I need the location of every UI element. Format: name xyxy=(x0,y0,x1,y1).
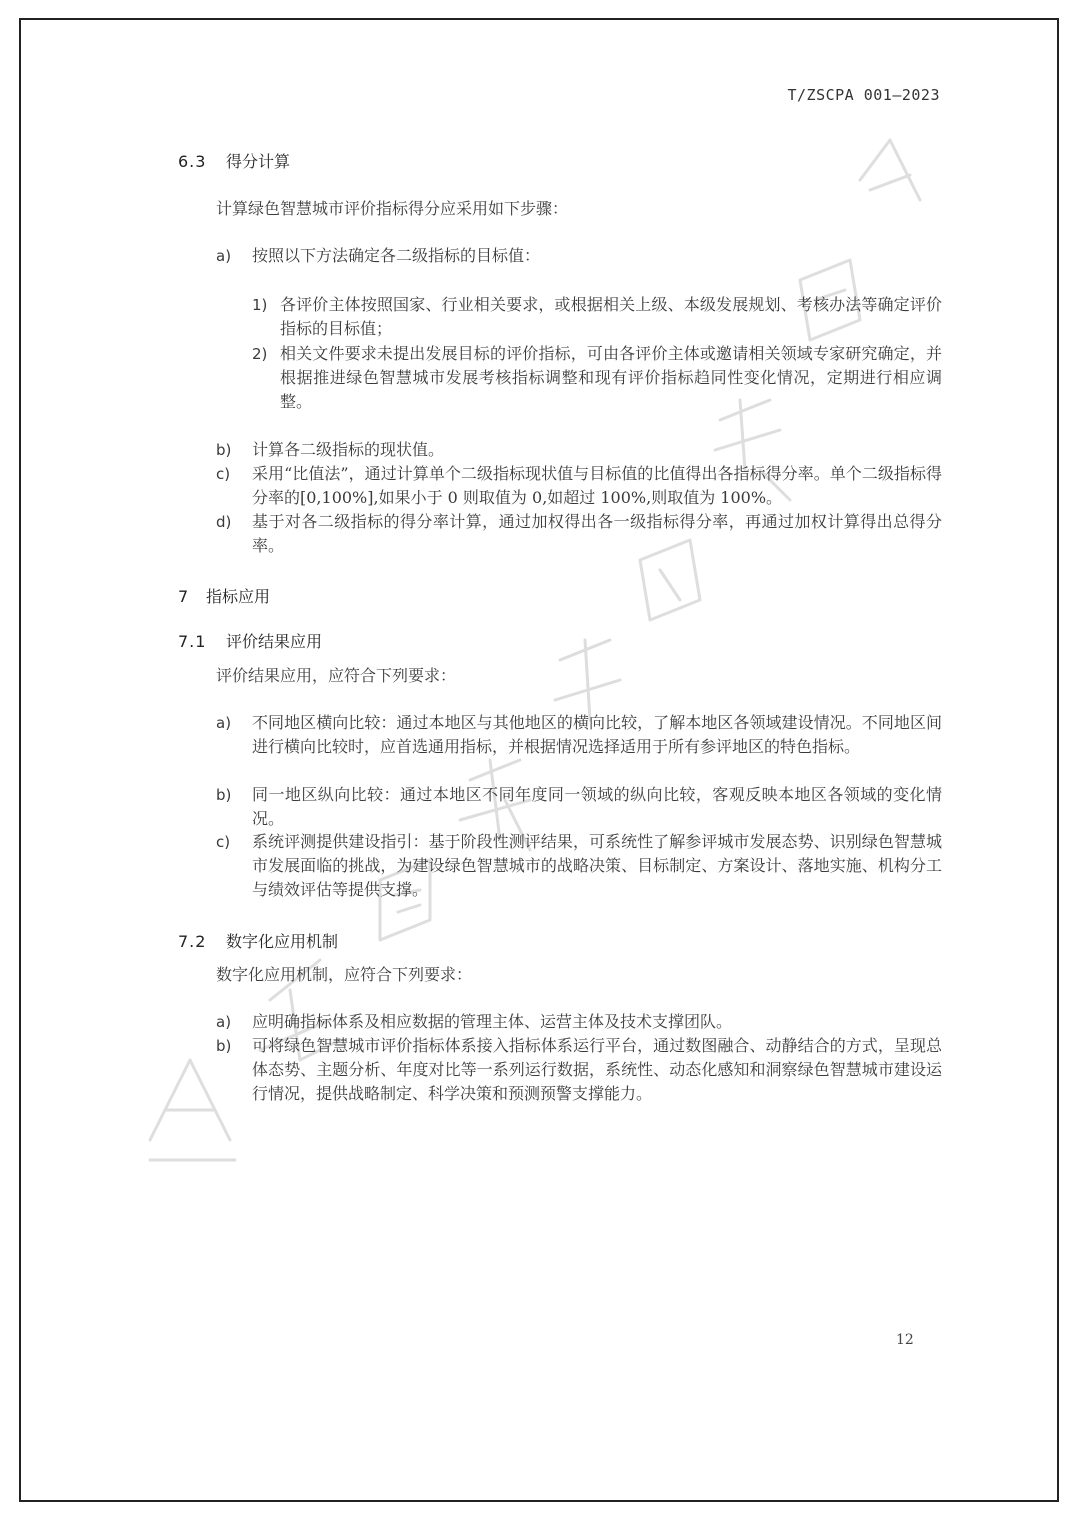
list-text: 各评价主体按照国家、行业相关要求，或根据相关上级、本级发展规划、考核办法等确定评价指标的目标值； xyxy=(280,295,942,338)
list-label: 2) xyxy=(252,345,268,363)
list-text: 相关文件要求未提出发展目标的评价指标，可由各评价主体或邀请相关领域专家研究确定，并根据推进绿色智慧城市发展考核指标调整和现有评价指标趋同性变化情况，定期进行相应调整。 xyxy=(280,344,942,411)
doc-code-header: T/ZSCPA 001—2023 xyxy=(787,86,940,104)
section-7-1-intro: 评价结果应用，应符合下列要求： xyxy=(216,666,457,685)
list-label: a) xyxy=(216,1013,232,1031)
page-border xyxy=(19,18,1059,1502)
section-number: 6.3 xyxy=(178,152,207,171)
list-text: 可将绿色智慧城市评价指标体系接入指标体系运行平台，通过数图融合、动静结合的方式，呈现总体态势、主题分析、年度对比等一系列运行数据，系统性、动态化感知和洞察绿色智慧城市建设运行情况，提供战略制定、科学决策和预测预警支撑能力。 xyxy=(252,1036,942,1103)
section-7-1-heading xyxy=(178,629,322,652)
list-text: 应明确指标体系及相应数据的管理主体、运营主体及技术支撑团队。 xyxy=(252,1012,733,1031)
list-label: c) xyxy=(216,465,231,483)
list-text: 同一地区纵向比较：通过本地区不同年度同一领域的纵向比较，客观反映本地区各领域的变化情况。 xyxy=(252,785,942,828)
section-title: 评价结果应用 xyxy=(226,632,323,651)
list-text: 计算各二级指标的现状值。 xyxy=(252,440,445,459)
list-label: c) xyxy=(216,833,231,851)
list-item-7-2-b xyxy=(216,1034,942,1106)
list-item-6-3-b xyxy=(216,438,942,462)
list-label: b) xyxy=(216,786,232,804)
section-6-3-intro: 计算绿色智慧城市评价指标得分应采用如下步骤： xyxy=(216,199,569,218)
section-7-2-intro: 数字化应用机制，应符合下列要求： xyxy=(216,965,473,984)
list-text: 基于对各二级指标的得分率计算，通过加权得出各一级指标得分率，再通过加权计算得出总得分率。 xyxy=(252,512,942,555)
list-text: 采用“比值法”，通过计算单个二级指标现状值与目标值的比值得出各指标得分率。单个二级指标得分率的[0,100%],如果小于 0 则取值为 0,如超过 100%,则取值为 100%。 xyxy=(252,464,942,507)
section-7-heading xyxy=(178,584,270,607)
page-number: 12 xyxy=(896,1332,914,1348)
section-number: 7 xyxy=(178,587,190,606)
list-item-6-3-d xyxy=(216,510,942,558)
section-title: 指标应用 xyxy=(206,587,271,606)
list-label: a) xyxy=(216,247,232,265)
sub-item-1 xyxy=(252,293,942,341)
list-text: 系统评测提供建设指引：基于阶段性测评结果，可系统性了解参评城市发展态势、识别绿色智慧城市发展面临的挑战，为建设绿色智慧城市的战略决策、目标制定、方案设计、落地实施、机构分工与绩效评估等提供支撑。 xyxy=(252,832,942,899)
list-text: 不同地区横向比较：通过本地区与其他地区的横向比较，了解本地区各领域建设情况。不同地区间进行横向比较时，应首选通用指标，并根据情况选择适用于所有参评地区的特色指标。 xyxy=(252,713,942,756)
list-item-6-3-a xyxy=(216,244,942,268)
sub-item-2 xyxy=(252,342,942,414)
list-item-7-1-b xyxy=(216,783,942,831)
list-label: b) xyxy=(216,1037,232,1055)
list-item-7-2-a xyxy=(216,1010,942,1034)
section-number: 7.1 xyxy=(178,632,207,651)
section-7-2-heading xyxy=(178,929,338,952)
section-6-3-heading xyxy=(178,149,290,172)
list-label: 1) xyxy=(252,296,268,314)
list-item-7-1-a xyxy=(216,711,942,759)
list-item-7-1-c xyxy=(216,830,942,902)
section-title: 得分计算 xyxy=(226,152,291,171)
list-label: a) xyxy=(216,714,232,732)
section-number: 7.2 xyxy=(178,932,207,951)
list-item-6-3-c xyxy=(216,462,942,510)
list-text: 按照以下方法确定各二级指标的目标值： xyxy=(252,246,541,265)
list-label: d) xyxy=(216,513,232,531)
section-title: 数字化应用机制 xyxy=(226,932,339,951)
list-label: b) xyxy=(216,441,232,459)
